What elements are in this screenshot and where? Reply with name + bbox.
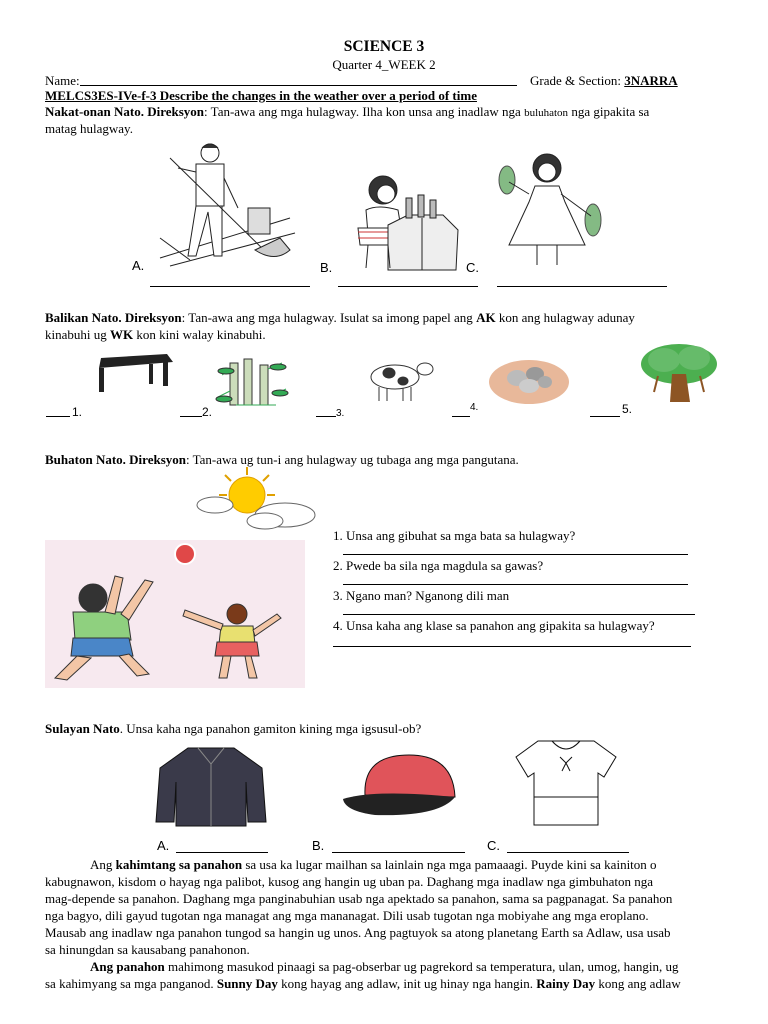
balikan-blank-2[interactable] xyxy=(180,412,202,417)
balikan-blank-4[interactable] xyxy=(452,412,470,417)
sulayan-heading: Sulayan Nato xyxy=(45,721,120,736)
picture-a-letter: A. xyxy=(132,258,145,273)
answer-line-1[interactable] xyxy=(343,554,688,555)
sulayan-letter-b: B. xyxy=(312,838,325,853)
paragraph1-line1 xyxy=(90,856,740,873)
nakat-onan-directions xyxy=(45,103,735,122)
paragraph2-line2 xyxy=(45,975,745,992)
picture-c-letter: C. xyxy=(466,260,479,275)
balikan-directions xyxy=(45,309,735,326)
tree-picture xyxy=(638,342,720,407)
paragraph1-line5: Mausab ang inadlaw nga panahon tungod sa hangin ug unos. Ang pagtuyok sa atong planetang Earth sa Adlaw, usa usab xyxy=(45,925,671,940)
balikan-blank-5[interactable] xyxy=(590,412,620,417)
stones-in-hands-picture xyxy=(487,350,572,408)
kahimtang-term: kahimtang sa panahon xyxy=(115,857,243,872)
paragraph1-rest: sa usa ka lugar mailhan sa lainlain nga mga pamaaagi. Puyde kini sa kainiton o xyxy=(242,857,657,872)
nakat-onan-heading: Nakat-onan Nato. Direksyon xyxy=(45,104,205,119)
page-title: SCIENCE 3 xyxy=(343,38,425,55)
sulayan-text: . Unsa kaha nga panahon gamiton kining mga igsusul-ob? xyxy=(119,721,422,736)
balikan-text-d: kon kini walay kinabuhi. xyxy=(133,327,266,342)
item-number-4: 4. xyxy=(470,402,479,413)
paragraph2-rest: mahimong masukod pinaagi sa pag-obserbar ug pagrekord sa temperatura, ulan, umog, hangin, ug xyxy=(164,959,679,974)
melc-text: MELCS3ES-IVe-f-3 Describe the changes in the weather over a period of time xyxy=(45,88,477,103)
nakat-onan-small-text: buluhaton xyxy=(524,107,569,119)
balikan-text-c: kinabuhi ug xyxy=(45,327,110,342)
question-2: 2. Pwede ba sila nga magdula sa gawas? xyxy=(333,558,544,573)
nakat-onan-text-end: nga gipakita sa xyxy=(568,104,650,119)
children-playing-ball-picture xyxy=(45,540,305,688)
balikan-blank-3[interactable] xyxy=(316,412,336,417)
paragraph1-line4: nga bagyo, dili gayud tugotan nga managat ang mga mananagat. Dili usab tugotan nga mobiyahe ang mga eroplano. xyxy=(45,908,649,923)
wk-code: WK xyxy=(110,327,134,342)
picture-b-letter: B. xyxy=(320,260,333,275)
cap-picture xyxy=(335,747,470,819)
jacket-picture xyxy=(152,742,270,827)
table-picture xyxy=(93,350,175,395)
blouse-picture xyxy=(512,737,620,829)
paragraph1-line6: sa hinungdan sa kausabang panahonon. xyxy=(45,942,250,957)
sulayan-blank-c[interactable] xyxy=(507,852,629,853)
nakat-onan-line2: matag hulagway. xyxy=(45,121,133,136)
answer-line-4[interactable] xyxy=(333,646,691,647)
balikan-blank-1[interactable] xyxy=(46,412,70,417)
item-number-3: 3. xyxy=(336,408,345,419)
answer-line-2[interactable] xyxy=(343,584,688,585)
cow-picture xyxy=(365,355,435,405)
ang-panahon-term: Ang panahon xyxy=(90,959,165,974)
paragraph1-intro: Ang xyxy=(90,857,116,872)
nakat-onan-text: : Tan-awa ang mga hulagway. Ilha kon unsa ang inadlaw nga xyxy=(204,104,525,119)
name-label: Name: xyxy=(45,73,80,88)
balikan-text-b: kon ang hulagway adunay xyxy=(495,310,635,325)
sulayan-blank-b[interactable] xyxy=(332,852,465,853)
buhaton-text: : Tan-awa ug tun-i ang hulagway ug tubaga ang mga pangutana. xyxy=(185,452,519,467)
girl-with-garlands-picture xyxy=(495,150,610,270)
balikan-line2 xyxy=(45,326,266,343)
balikan-text: : Tan-awa ang mga hulagway. Isulat sa imong papel ang xyxy=(181,310,477,325)
paragraph1-line3: mag-depende sa panahon. Daghang mga panginabuhian usab nga apektado sa panahon, sama sa pagpanagat. Sa panahon xyxy=(45,891,673,906)
answer-blank-b[interactable] xyxy=(338,286,478,287)
question-3: 3. Ngano man? Nganong dili man xyxy=(333,588,510,603)
sun-and-clouds-picture xyxy=(195,465,320,533)
paragraph2-text-b: kong hayag ang adlaw, init ug hinay nga hangin. xyxy=(277,976,537,991)
paragraph2-line1 xyxy=(90,958,740,975)
quarter-label: Quarter 4_WEEK 2 xyxy=(332,57,436,72)
girl-sorting-bottles-picture xyxy=(318,170,479,275)
buhaton-heading: Buhaton Nato. Direksyon xyxy=(45,452,186,467)
grade-label: Grade & Section: xyxy=(530,73,625,88)
man-mopping-picture xyxy=(130,138,300,273)
sulayan-blank-a[interactable] xyxy=(176,852,268,853)
bamboo-picture xyxy=(216,355,288,410)
sunny-day-term: Sunny Day xyxy=(216,976,278,991)
item-number-1: 1. xyxy=(72,405,83,419)
item-number-2: 2. xyxy=(202,405,213,419)
ak-code: AK xyxy=(476,310,496,325)
grade-section xyxy=(530,72,678,89)
name-field[interactable] xyxy=(80,85,517,86)
answer-blank-a[interactable] xyxy=(150,286,310,287)
rainy-day-term: Rainy Day xyxy=(536,976,596,991)
sulayan-letter-c: C. xyxy=(487,838,500,853)
balikan-heading: Balikan Nato. Direksyon xyxy=(45,310,182,325)
sulayan-directions xyxy=(45,720,735,737)
answer-line-3[interactable] xyxy=(343,614,695,615)
paragraph2-text-c: kong ang adlaw xyxy=(595,976,681,991)
paragraph2-text-a: sa kahimyang sa mga panganod. xyxy=(45,976,217,991)
buhaton-directions xyxy=(45,451,735,468)
sulayan-letter-a: A. xyxy=(157,838,170,853)
grade-value: 3NARRA xyxy=(624,73,678,88)
question-1: 1. Unsa ang gibuhat sa mga bata sa hulagway? xyxy=(333,528,576,543)
paragraph1-line2: kabugnawon, kisdom o hayag nga palibot, kusog ang hangin ug uban pa. Daghang mga inadlaw nga gimbuhaton nga xyxy=(45,874,653,889)
answer-blank-c[interactable] xyxy=(497,286,667,287)
question-4: 4. Unsa kaha ang klase sa panahon ang gipakita sa hulagway? xyxy=(333,618,655,633)
item-number-5: 5. xyxy=(622,402,633,416)
